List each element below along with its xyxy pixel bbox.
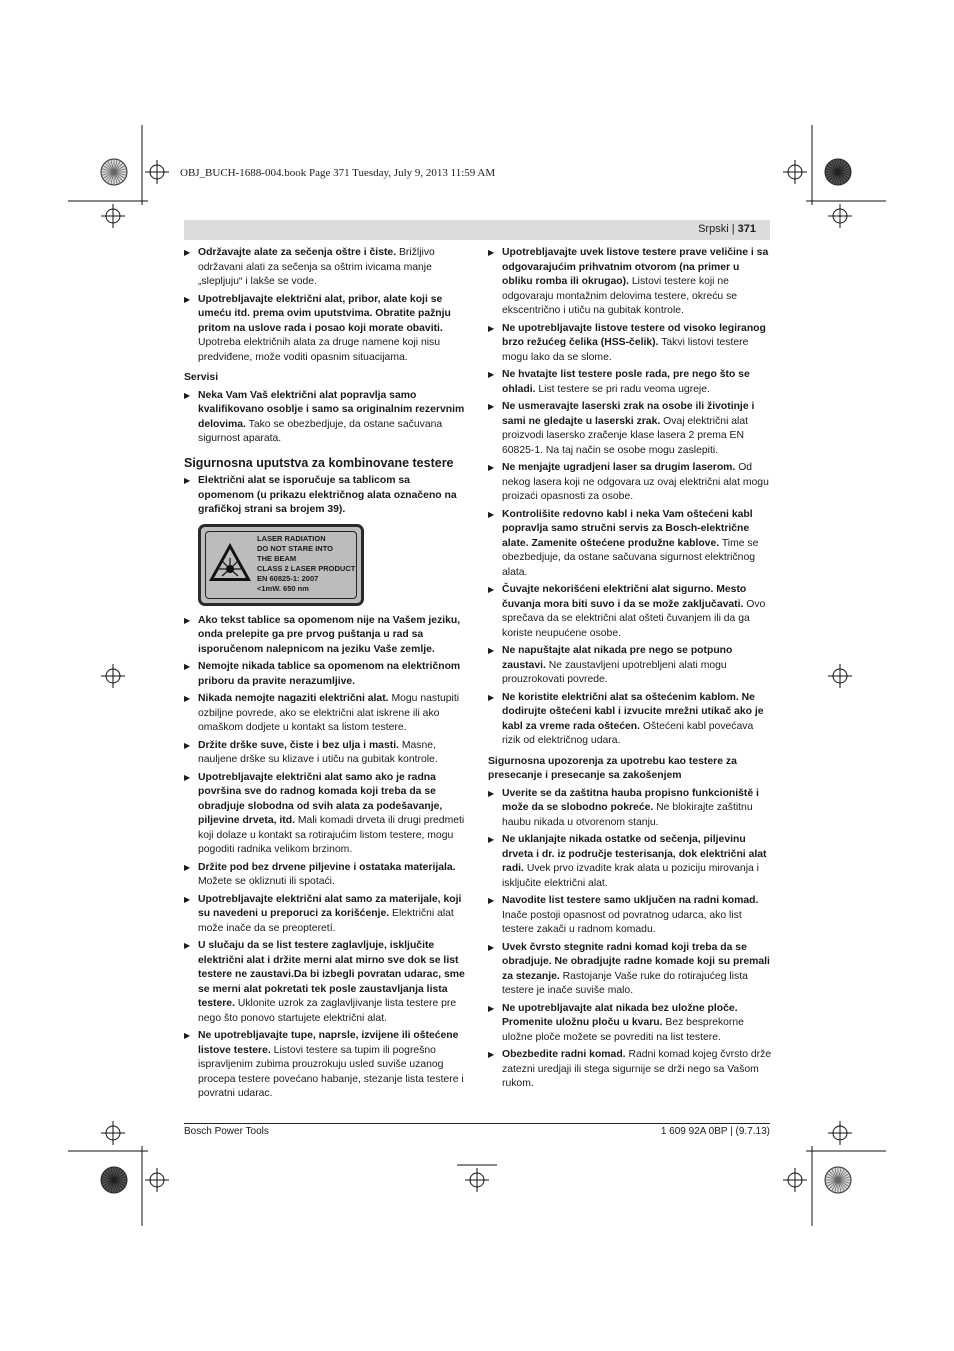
right-column [488, 246, 772, 1095]
bullet-item [488, 941, 772, 999]
bullet-item-text: Oštećeni kabl povećava rizik od električnog udara. [502, 720, 754, 746]
footer-rule [184, 1123, 770, 1124]
color-rosette-mark [825, 159, 851, 185]
bullet-item-text: Listovi testere sa tupim ili pogrešno ispravljenim zubima prouzrokuju usled suviše uzanog procepa testere povećano habanje, stezanje lista testere i povratni udarac. [198, 1044, 464, 1099]
color-rosette-mark [101, 159, 127, 185]
bullet-item [488, 894, 772, 938]
bullet-item [184, 293, 466, 366]
bullet-item [184, 660, 466, 689]
servisi-items [184, 389, 466, 447]
footer-doc-number: 1 609 92A 0BP | (9.7.13) [660, 1126, 770, 1137]
left-items-bottom [184, 614, 466, 1102]
crosshair-mark [465, 1168, 489, 1192]
bullet-item-text: Takvi listovi testere mogu lako da se slome. [502, 337, 749, 363]
bullet-item [488, 787, 772, 831]
right-items-bottom [488, 787, 772, 1092]
bullet-item-text: Ne blokirajte zaštitnu haubu nikada u otvorenom stanju. [502, 802, 753, 828]
bullet-item-text: Uklonite uzrok za zaglavljivanje lista testere pre nego što ponovo startujete električni alat. [198, 998, 457, 1024]
bullet-item-bold: Ako tekst tablice sa opomenom nije na Vašem jeziku, onda prelepite ga pre prvog puštanja u rad sa isporučenom nalepnicom na jeziku Vaše zemlje. [198, 614, 461, 655]
bullet-item-text: Možete se okliznuti ili spotaći. [198, 876, 335, 887]
laser-label-line: DO NOT STARE INTO [257, 543, 333, 553]
crosshair-mark [783, 160, 807, 184]
bullet-item-bold: Električni alat se isporučuje sa tablicom sa opomenom (u prikazu električnog alata označeno na grafičkoj strani sa brojem 39). [198, 475, 457, 515]
bullet-item [184, 246, 466, 290]
crosshair-mark [828, 1121, 852, 1145]
laser-label-line: LASER RADIATION [257, 533, 326, 543]
page-header [184, 220, 770, 240]
bullet-item-bold: Ne hvatajte list testere posle rada, pre nego što se ohladi. [502, 369, 750, 395]
bullet-item [184, 614, 466, 658]
bullet-item [184, 861, 466, 890]
bullet-item-bold: Ne koristite električni alat sa oštećenim kablom. Ne dodirujte oštećeni kabl i izvucite mrežni utikač ako je kabl za vreme rada oštećen. [502, 691, 764, 732]
color-rosette-mark [101, 1167, 127, 1193]
crosshair-mark [101, 1121, 125, 1145]
header-language: Srpski [698, 223, 729, 235]
bullet-item [184, 739, 466, 768]
bullet-item-text: Radni komad kojeg čvrsto drže zatezni uredjaji ili stega sigurnije se drži nego sa Vašom rukom. [502, 1049, 772, 1089]
bullet-item-bold: Održavajte alate za sečenja oštre i čiste. [198, 247, 397, 258]
bullet-item-text: Brižljivo održavani alati za sečenja sa oštrim ivicama manje „slepljuju“ i lakše se vode. [198, 247, 435, 287]
laser-hazard-icon [207, 541, 253, 583]
page-number: 371 [737, 223, 756, 235]
bullet-item-bold: Upotrebljavajte električni alat samo ako je radna površina sve do radnog komada koji treba da se obradjuje slobodna od svih alata za podešavanje, piljevine drveta, itd. [198, 771, 443, 826]
bullet-item-bold: Ne uklanjajte nikada ostatke od sečenja, piljevinu drveta i dr. iz područje testerisanja, dok električni alat radi. [502, 834, 767, 874]
bullet-item-text: Mali komadi drveta ili drugi predmeti koji dolaze u kontakt sa rotirajućim listom testere, mogu pogoditi radnika velikom brzinom. [198, 815, 465, 855]
bullet-item-text: Ovo sprečava da se električni alat ošteti čuvanjem ili da ga koriste neupućene osobe. [502, 598, 766, 639]
crosshair-mark [828, 664, 852, 688]
bullet-item [488, 833, 772, 891]
footer-brand: Bosch Power Tools [184, 1126, 269, 1137]
bullet-item-text: Upotreba električnih alata za druge namene koji nisu predviđene, može voditi opasnim situacijama. [198, 337, 441, 363]
bullet-item-text: Od nekog lasera koji ne odgovara uz ovaj električni alat mogu proizaći opasnosti za osobe. [502, 462, 769, 502]
crosshair-mark [783, 1168, 807, 1192]
bullet-item-bold: Čuvajte nekorišćeni električni alat sigurno. Mesto čuvanja mora biti suvo i da se može zaključavati. [502, 584, 747, 610]
laser-label-line: <1mW. 650 nm [257, 583, 309, 593]
bullet-item-bold: Navodite list testere samo uključen na radni komad. [502, 895, 759, 906]
bullet-item-text: Listovi testere koji ne odgovaraju montažnim delovima testere, okreću se ekscentrično i utiču na gubitak kontrole. [502, 276, 738, 316]
bullet-item [184, 771, 466, 858]
bullet-item-bold: Nemojte nikada tablice sa opomenom na električnom priboru da pravite nerazumljive. [198, 661, 461, 687]
bullet-item [488, 1002, 772, 1046]
bullet-item-bold: Nikada nemojte nagaziti električni alat. [198, 693, 389, 704]
crosshair-mark [828, 204, 852, 228]
bullet-item [184, 893, 466, 937]
laser-label-line: THE BEAM [257, 553, 297, 563]
crosshair-mark [145, 1168, 169, 1192]
bullet-item-bold: Ne napuštajte alat nikada pre nego se potpuno zaustavi. [502, 645, 733, 671]
crosshair-mark [101, 204, 125, 228]
bullet-item [184, 474, 466, 518]
bullet-item [184, 692, 466, 736]
bullet-item-text: Tako se obezbedjuje, da ostane sačuvana sigurnost aparata. [198, 418, 443, 444]
bullet-item-text: Električni alat može inače da se preopteretí. [198, 908, 454, 934]
bullet-item-bold: Neka Vam Vaš električni alat popravlja samo kvalifikovano osoblje i samo sa originalnim rezervnim delovima. [198, 389, 465, 430]
section-first-item [184, 474, 466, 518]
bullet-item [488, 1048, 772, 1092]
color-rosette-mark [825, 1167, 851, 1193]
bullet-item [488, 246, 772, 319]
file-info: OBJ_BUCH-1688-004.book Page 371 Tuesday, July 9, 2013 11:59 AM [180, 167, 496, 179]
bullet-item [488, 691, 772, 749]
bullet-item-bold: Uverite se da zaštitna hauba propisno funkcioniště i može da se slobodno pokreće. [502, 787, 759, 813]
bullet-item [184, 389, 466, 447]
right-items-top [488, 246, 772, 749]
bullet-item-bold: Upotrebljavajte električni alat samo za materijale, koji su navedeni u preporuci za korišćenje. [198, 893, 462, 919]
laser-label-line: EN 60825-1: 2007 [257, 573, 319, 583]
bullet-item [488, 368, 772, 397]
bullet-item-text: Uvek prvo izvadite krak alata u poziciju mirovanja i isključite električni alat. [502, 863, 759, 889]
bullet-item [488, 400, 772, 458]
bullet-item-text: Mogu nastupiti ozbiljne povrede, ako se električni alat iskrene ili ako omaškom dodjete u kontakt sa listom testere. [198, 693, 460, 733]
crosshair-mark [101, 664, 125, 688]
bullet-item-bold: Ne upotrebljavajte tupe, naprsle, izvijene ili oštećene listove testere. [198, 1030, 459, 1056]
bullet-item-bold: Uvek čvrsto stegnite radni komad koji treba da se obradjuje. Ne obradjujte radne komade koji su premali za stezanje. [502, 941, 770, 982]
laser-warning-label [198, 524, 364, 606]
bullet-item-bold: U slučaju da se list testere zaglavljuje, isključite električni alat i držite merni alat mirno sve dok se list testere ne zaustavi.Da bi izbegli povratan udarac, sme se merni alat pokretati tek posle zaustavljanja lista testere. [198, 940, 465, 1009]
bullet-item [488, 508, 772, 581]
bullet-item-text: Time se obezbedjuje, da ostane sačuvana sigurnost električnog alata. [502, 537, 759, 578]
left-items-top [184, 246, 466, 365]
bullet-item-bold: Držite pod bez drvene piljevine i ostataka materijala. [198, 861, 456, 873]
crosshair-mark [145, 160, 169, 184]
bullet-item-bold: Ne menjajte ugradjeni laser sa drugim laserom. [502, 462, 736, 473]
bullet-item-text: List testere se pri radu veoma ugreje. [535, 383, 710, 395]
section-title: Sigurnosna uputstva za kombinovane testere [184, 455, 454, 470]
bullet-item-text: Masne, nauljene drške su klizave i utiču na gubitak kontrole. [198, 739, 438, 765]
bullet-item [488, 644, 772, 688]
bullet-item-bold: Ne upotrebljavajte alat nikada bez uložne ploče. Promenite uložnu ploču u kvaru. [502, 1002, 738, 1028]
laser-label-text [257, 534, 355, 594]
right-subheading: Sigurnosna upozorenja za upotrebu kao testere za presecanje i presecanje sa zakošenjem [488, 755, 737, 781]
bullet-item-bold: Kontrolišite redovno kabl i neka Vam oštećeni kabl popravlja samo stručni servis za Bosch-električne alate. Zamenite oštećene produžne kablove. [502, 508, 753, 549]
bullet-item [488, 322, 772, 366]
header-label: Srpski | 371 [698, 223, 756, 235]
bullet-item-bold: Obezbedite radni komad. [502, 1049, 626, 1060]
bullet-item-text: Rastojanje Vaše ruke do rotirajućeg lista testere je inače suviše malo. [502, 970, 748, 996]
bullet-item-text: Bez besprekorne uložne ploče možete se povrediti na list testere. [502, 1017, 744, 1043]
left-column [184, 246, 466, 1105]
bullet-item [488, 583, 772, 641]
bullet-item-bold: Ne usmeravajte laserski zrak na osobe ili životinje i sami ne gledajte u laserski zrak. [502, 401, 755, 427]
bullet-item-text: Ovaj električni alat proizvodi lasersko zračenje klase lasera 2 prema EN 60825-1. Na taj način se osobe mogu zaslepiti. [502, 415, 749, 456]
bullet-item [488, 461, 772, 505]
servisi-heading: Servisi [184, 372, 219, 383]
bullet-item-bold: Držite drške suve, čiste i bez ulja i masti. [198, 739, 399, 751]
bullet-item-bold: Ne upotrebljavajte listove testere od visoko legiranog brzo režućeg čelika (HSS-čelik). [502, 322, 766, 348]
bullet-item-text: Ne zaustavljeni upotrebljeni alati mogu prouzrokovati povrede. [502, 659, 727, 685]
bullet-item [184, 939, 466, 1026]
bullet-item-bold: Upotrebljavajte električni alat, pribor, alate koji se umeću itd. prema ovim uputstvima. Obratite pažnju pritom na uslove rada i posao koji morate obaviti. [198, 293, 451, 334]
bullet-item-text: Inače postoji opasnost od povratnog udarca, ako list testere zakači u radnom komadu. [502, 909, 742, 935]
bullet-item [184, 1029, 466, 1102]
laser-label-line: CLASS 2 LASER PRODUCT [257, 563, 356, 573]
bullet-item-bold: Upotrebljavajte uvek listove testere prave veličine i sa odgovarajućim prihvatnim otvorom (na primer u obliku romba ili okrugao). [502, 247, 769, 287]
